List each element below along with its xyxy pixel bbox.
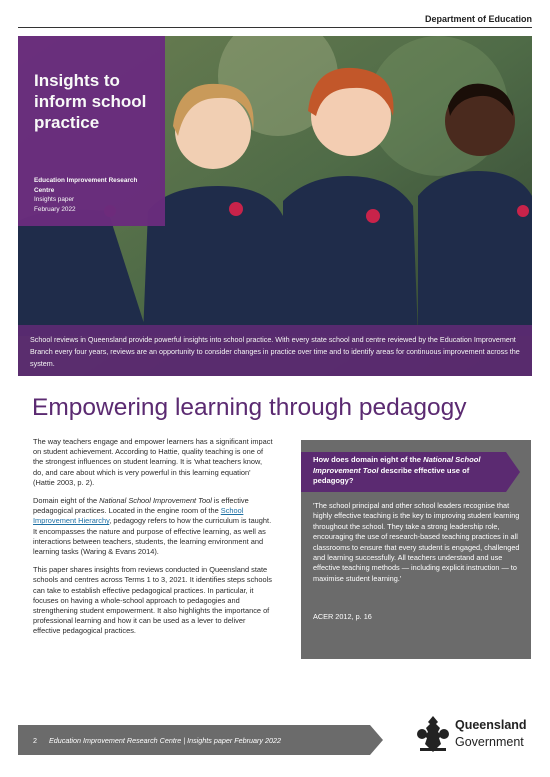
footer-text <box>33 736 281 745</box>
sidebar-box <box>301 440 531 659</box>
paragraph-3: This paper shares insights from reviews conducted in Queensland state schools and centres across Terms 1 to 3, 2021. It identifies steps schools can take to establish effective pedagogical practices. In particular, it focuses on having a whole-school approach to pedagogies and strengthening student empowerment. It also highlights the importance of professional learning and how it can be used as a lever to deliver effective pedagogical practices. <box>33 565 272 636</box>
footer-label: Education Improvement Research Centre | Insights paper February 2022 <box>49 736 281 745</box>
page-number: 2 <box>33 736 37 745</box>
question-emphasis: National School Improvement Tool <box>313 455 481 475</box>
p2-text-b: is effective pedagogical practices. Located in the engine room of the <box>33 496 249 516</box>
document-title: Insights to inform school practice <box>34 71 147 132</box>
p2-emphasis: National School Improvement Tool <box>99 496 212 506</box>
sidebar-quote: 'The school principal and other school leaders recognise that highly effective teaching is the key to improving student learning throughout the school. They take a strong leadership role, encouraging the use of research-based teaching practices in all classrooms to ensure that every student is engaged, challenged and learning successfully. All teachers understand and use effective teaching methods — including explicit instruction — to maximise student learning.' <box>313 501 520 583</box>
footer-arrow <box>370 725 383 755</box>
caption-text: School reviews in Queensland provide powerful insights into school practice. With every state school and centre reviewed by the Education Improvement Branch every four years, reviews are an opportunity to consider changes in practice over time and to identify areas for continuous improvement across the system. <box>30 335 520 368</box>
document-date: February 2022 <box>34 205 76 213</box>
department-label: Department of Education <box>424 14 532 24</box>
hero-caption <box>18 325 532 376</box>
sidebar-header-arrow <box>506 452 520 492</box>
page-heading: Empowering learning through pedagogy <box>32 394 467 421</box>
question-text-a: How does domain eight of the <box>313 455 424 464</box>
sidebar-question <box>313 455 498 487</box>
header-divider <box>18 27 532 28</box>
p2-text-c: , pedagogy refers to how the curriculum is taught. It encompasses the nature and purpose of effective learning, as well as interactions between teachers, students, the learning environment and learning tasks (Waring & Evans 2014). <box>33 516 272 557</box>
queensland-crest-icon <box>414 714 452 754</box>
document-type: Insights paper <box>34 196 75 203</box>
title-box <box>18 36 165 226</box>
paragraph-2 <box>33 496 273 557</box>
body-text <box>33 437 273 645</box>
logo-queensland: Queensland <box>455 718 527 732</box>
question-text-b: describe effective use of pedagogy? <box>313 465 470 485</box>
document-subtitle <box>34 176 159 214</box>
sidebar-citation: ACER 2012, p. 16 <box>313 612 372 621</box>
p2-text-a: Domain eight of the <box>33 496 100 506</box>
organisation-name: Education Improvement Research Centre <box>34 177 138 194</box>
school-improvement-hierarchy-link[interactable]: School Improvement Hierarchy <box>33 506 244 526</box>
paragraph-1: The way teachers engage and empower learners has a significant impact on student achievement. According to Hattie, quality teaching is one of the strongest influences on student learning. It is 'what teachers know, do, and care about which is very powerful in this learning equation' (Hattie 2003, p. 2). <box>33 437 273 487</box>
logo-government: Government <box>455 735 524 749</box>
